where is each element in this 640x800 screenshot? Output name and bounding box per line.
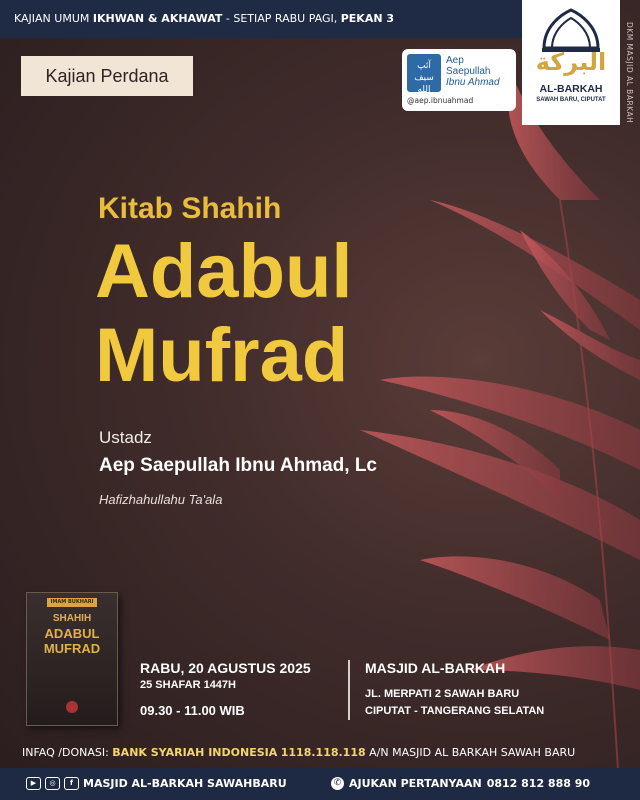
- event-hijri-date: 25 SHAFAR 1447H: [140, 679, 236, 691]
- ask-label: AJUKAN PERTANYAAN: [349, 777, 482, 790]
- header-audience: IKHWAN & AKHAWAT: [92, 12, 223, 25]
- speaker-mark: آئپ سيف الله: [407, 54, 441, 92]
- ask-question[interactable]: [331, 777, 590, 790]
- event-time: 09.30 - 11.00 WIB: [140, 703, 245, 718]
- book-author-tag: IMAM BUKHARI: [47, 598, 97, 607]
- header-schedule: - SETIAP RABU PAGI,: [225, 12, 341, 25]
- donation-holder: A/N MASJID AL BARKAH SAWAH BARU: [369, 746, 576, 759]
- title-line2: Mufrad: [95, 313, 349, 398]
- venue-address-line1: JL. MERPATI 2 SAWAH BARU: [365, 688, 520, 700]
- book-title-line3: MUFRAD: [43, 641, 101, 656]
- social-links[interactable]: [26, 777, 287, 790]
- venue-address-line2: CIPUTAT - TANGERANG SELATAN: [365, 705, 545, 717]
- social-handle: MASJID AL-BARKAH SAWAHBARU: [83, 777, 287, 790]
- logo-arabic: البركة: [535, 48, 607, 76]
- book-emblem-icon: [66, 701, 78, 713]
- footer-bar: [0, 768, 640, 800]
- speaker-card-line2: Saepullah: [446, 66, 491, 77]
- book-title-line1: SHAHIH: [52, 613, 92, 624]
- instagram-icon[interactable]: ◎: [45, 777, 60, 790]
- facebook-icon[interactable]: f: [64, 777, 79, 790]
- book-title-line2: ADABUL: [44, 626, 100, 641]
- kajian-perdana-tag: Kajian Perdana: [21, 56, 193, 96]
- youtube-icon[interactable]: ▶: [26, 777, 41, 790]
- info-divider: [348, 660, 350, 720]
- speaker-name: Aep Saepullah Ibnu Ahmad, Lc: [99, 455, 377, 476]
- donation-account: 1118.118.118: [280, 746, 366, 759]
- whatsapp-icon[interactable]: ✆: [331, 777, 344, 790]
- speaker-card: [402, 49, 516, 111]
- title-line1: Adabul: [95, 229, 353, 314]
- ask-phone[interactable]: 0812 812 888 90: [486, 777, 591, 790]
- logo-subtitle: SAWAH BARU, CIPUTAT: [536, 97, 606, 103]
- header-week: PEKAN 3: [340, 12, 395, 25]
- speaker-label: Ustadz: [99, 428, 152, 447]
- speaker-honorific: Hafizhahullahu Ta'ala: [99, 492, 223, 507]
- header-prefix: KAJIAN UMUM: [14, 12, 90, 25]
- donation-bank: BANK SYARIAH INDONESIA: [112, 746, 278, 759]
- book-cover: [26, 592, 118, 726]
- donation-info: [22, 746, 575, 759]
- top-banner: [0, 0, 522, 38]
- instagram-handle: @aep.ibnuahmad: [407, 96, 474, 105]
- book-title: [95, 230, 353, 398]
- event-date: RABU, 20 AGUSTUS 2025: [140, 660, 311, 676]
- logo-name: AL-BARKAH: [539, 83, 603, 95]
- side-label: DKM MASJID AL BARKAH: [625, 22, 634, 124]
- mosque-logo: [522, 0, 620, 125]
- donation-label: INFAQ /DONASI:: [22, 746, 113, 759]
- speaker-card-line1: Aep: [446, 55, 464, 66]
- kitab-subtitle: Kitab Shahih: [98, 192, 282, 225]
- speaker-card-line3: Ibnu Ahmad: [446, 77, 500, 88]
- event-venue: MASJID AL-BARKAH: [365, 660, 506, 676]
